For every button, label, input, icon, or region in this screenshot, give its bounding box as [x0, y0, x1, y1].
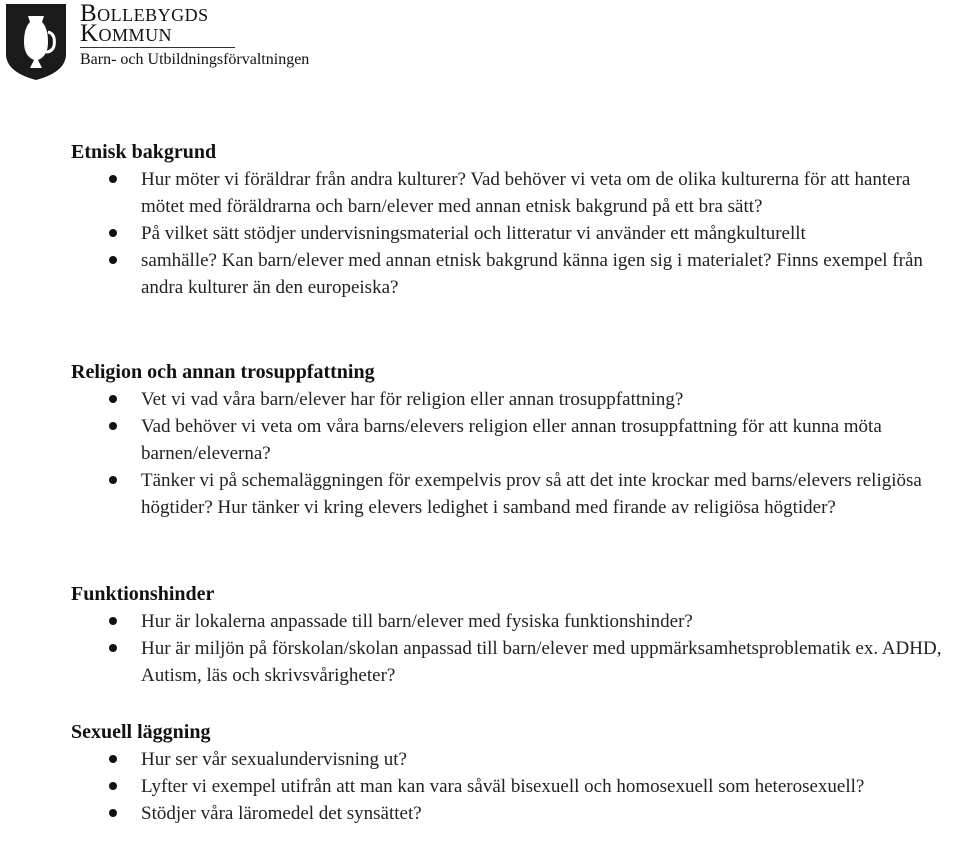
section-disability [71, 580, 951, 689]
question-list [71, 746, 864, 827]
org-name-line1: Bollebygds [80, 0, 209, 27]
bullet-icon [109, 175, 117, 183]
bullet-icon [109, 809, 117, 817]
section-heading: Etnisk bakgrund [71, 141, 217, 163]
bullet-icon [109, 782, 117, 790]
section-heading: Funktionshinder [71, 583, 215, 605]
list-item: samhälle? Kan barn/elever med annan etnisk bakgrund känna igen sig i materialet? Finns exempel från andra kulturer än den europeiska? [71, 247, 951, 301]
section-ethnic-background [71, 138, 951, 301]
org-name-line2: Kommun [80, 20, 173, 47]
question-list [71, 166, 951, 301]
bullet-icon [109, 256, 117, 264]
bullet-icon [109, 755, 117, 763]
bullet-icon [109, 229, 117, 237]
bullet-icon [109, 395, 117, 403]
department-name: Barn- och Utbildningsförvaltningen [80, 51, 310, 68]
bullet-icon [109, 644, 117, 652]
list-item: Vet vi vad våra barn/elever har för religion eller annan trosuppfattning? [71, 386, 951, 413]
list-item: Stödjer våra läromedel det synsättet? [71, 800, 864, 827]
list-item: Vad behöver vi veta om våra barns/elevers religion eller annan trosuppfattning för att kunna möta barnen/eleverna? [71, 413, 951, 467]
bullet-icon [109, 422, 117, 430]
document-header [0, 0, 420, 90]
bullet-icon [109, 476, 117, 484]
question-list [71, 608, 951, 689]
section-sexual-orientation [71, 718, 864, 827]
list-item: Hur är lokalerna anpassade till barn/elever med fysiska funktionshinder? [71, 608, 951, 635]
section-heading: Sexuell läggning [71, 721, 211, 743]
list-item: Lyfter vi exempel utifrån att man kan vara såväl bisexuell och homosexuell som heterosexuell? [71, 773, 864, 800]
section-religion [71, 358, 951, 521]
list-item: På vilket sätt stödjer undervisningsmaterial och litteratur vi använder ett mångkulturellt [71, 220, 951, 247]
list-item: Tänker vi på schemaläggningen för exempelvis prov så att det inte krockar med barns/elevers religiösa högtider? Hur tänker vi kring elevers ledighet i samband med firande av religiösa högtider? [71, 467, 951, 521]
question-list [71, 386, 951, 521]
header-rule [80, 47, 235, 48]
bullet-icon [109, 617, 117, 625]
list-item: Hur ser vår sexualundervisning ut? [71, 746, 864, 773]
list-item: Hur möter vi föräldrar från andra kulturer? Vad behöver vi veta om de olika kulturerna för att hantera mötet med föräldrarna och barn/elever med annan etnisk bakgrund på ett bra sätt? [71, 166, 951, 220]
municipality-crest-logo [4, 2, 68, 82]
section-heading: Religion och annan trosuppfattning [71, 361, 375, 383]
list-item: Hur är miljön på förskolan/skolan anpassad till barn/elever med uppmärksamhetsproblematik ex. ADHD, Autism, läs och skrivsvårigheter? [71, 635, 951, 689]
